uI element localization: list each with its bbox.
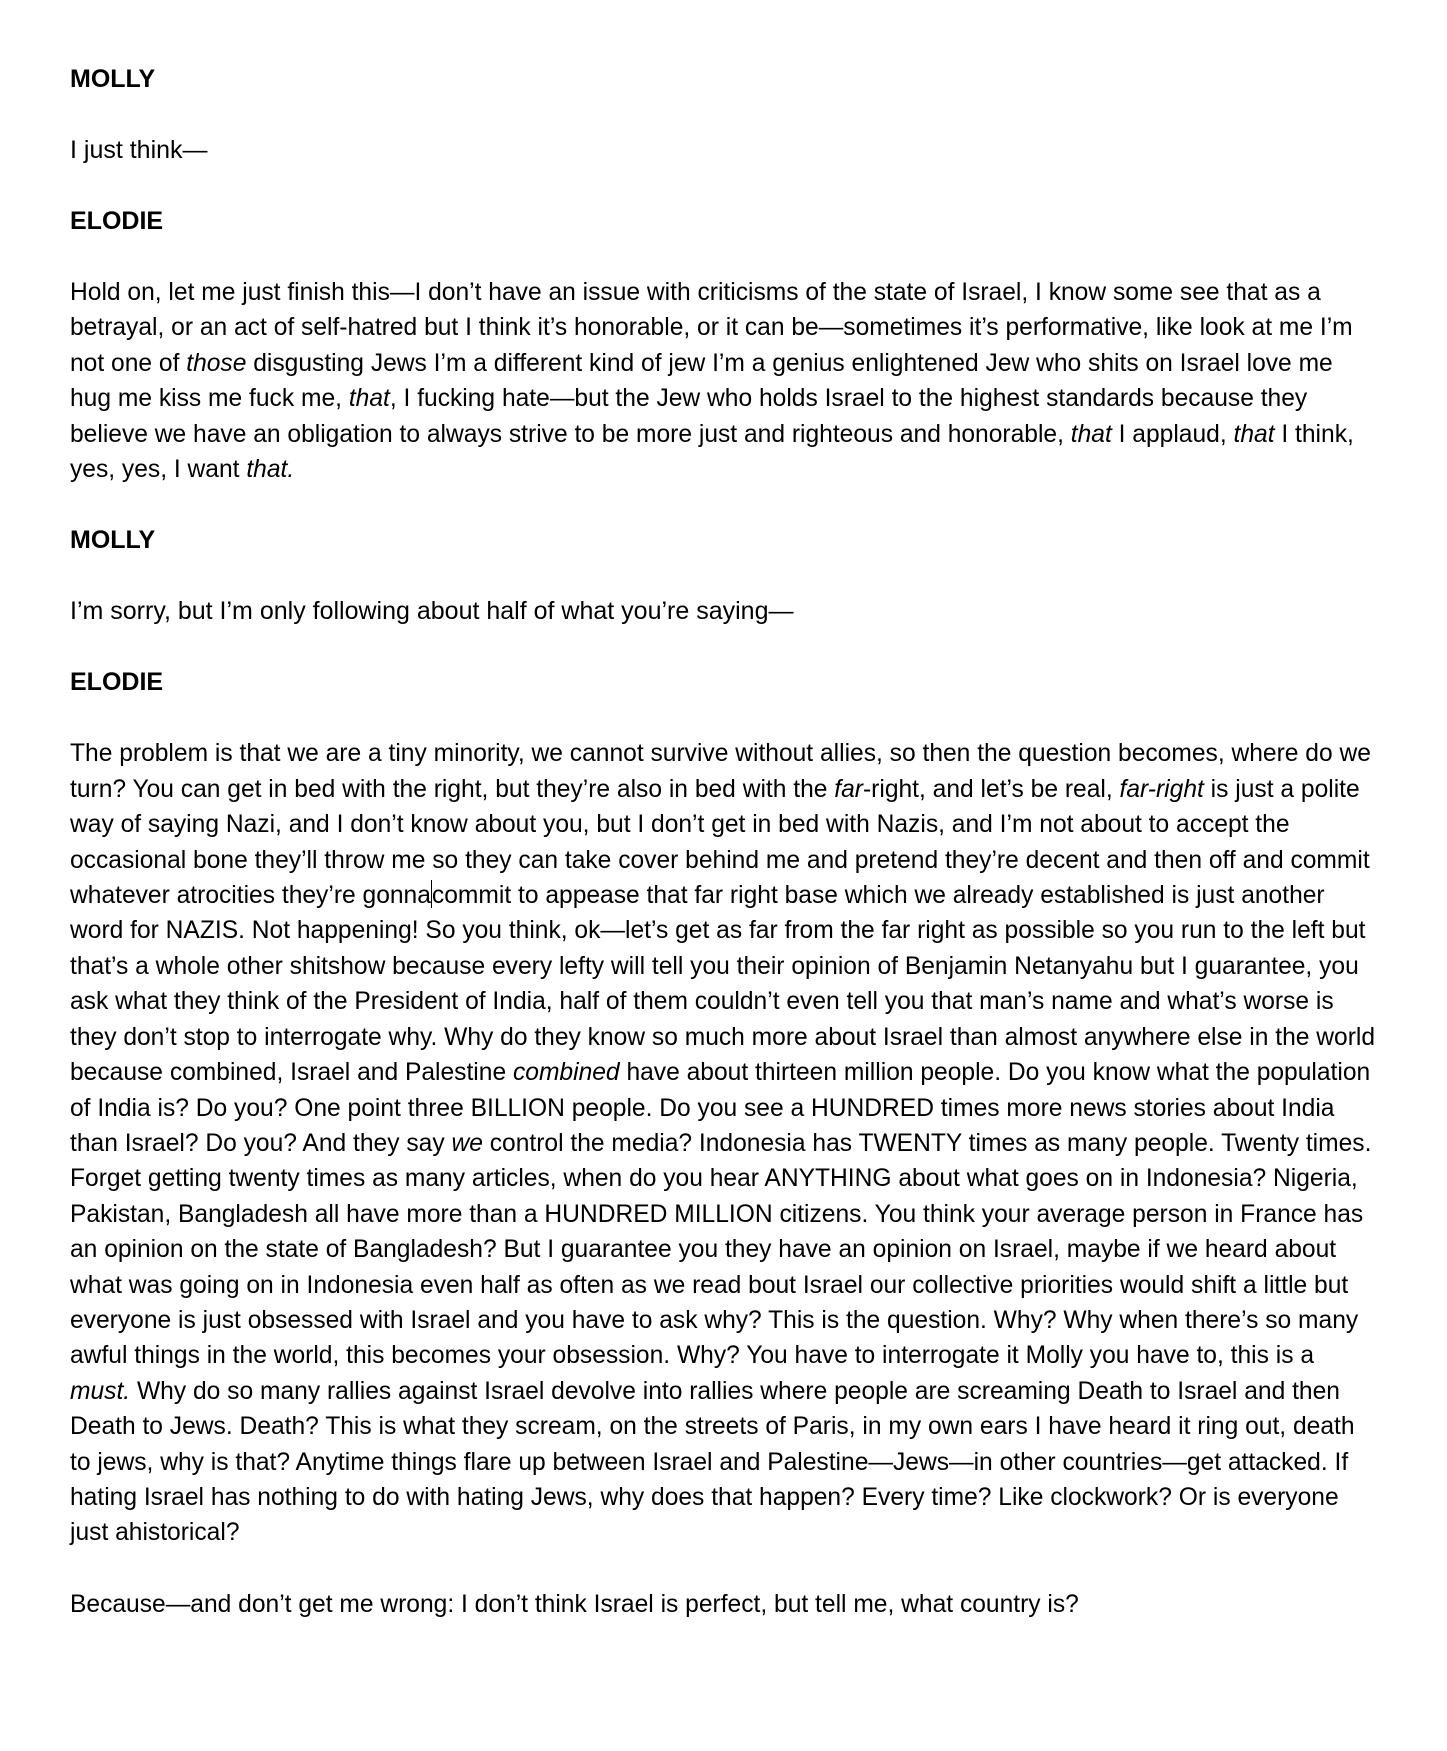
italic-text: that bbox=[1070, 420, 1112, 448]
dialogue-line: I’m sorry, but I’m only following about half of what you’re saying— bbox=[70, 597, 794, 626]
text-run: I applaud, bbox=[1111, 420, 1234, 448]
text-run: commit to appease that far right base which we already established is just another word for NAZIS. Not happening! So you think, ok—let’s get as far from the far right as possible so you run to the left but that’s a whole other shitshow because every lefty will tell you their opinion of Benjamin Netanyahu but I guarantee, you ask what they think of the President of India, half of them couldn’t even tell you that man’s name and what’s worse is they don’t stop to interrogate why. Why do they know so much more about Israel than almost anywhere else in the world because combined, Israel and Palestine bbox=[70, 882, 1376, 1087]
italic-text: far bbox=[834, 775, 863, 803]
speaker-name: MOLLY bbox=[70, 65, 156, 93]
italic-text: that. bbox=[246, 456, 295, 484]
text-run: control the media? Indonesia has TWENTY times as many people. Twenty times. Forget getting twenty times as many articles, when do you hear ANYTHING about what goes on in Indonesia? Nigeria, Pakistan, Bangladesh all have more than a HUNDRED MILLION citizens. You think your average person in France has an opinion on the state of Bangladesh? But I guarantee you they have an opinion on Israel, maybe if we heard about what was going on in Indonesia even half as often as we read bout Israel our collective priorities would shift a little but everyone is just obsessed with Israel and you have to ask why? This is the question. Why? Why when there’s so many awful things in the world, this becomes your obsession. Why? You have to interrogate it Molly you have to, this is a bbox=[70, 1129, 1372, 1370]
italic-text: we bbox=[451, 1129, 483, 1157]
dialogue-paragraph[interactable] bbox=[70, 736, 1380, 1550]
speaker-name: ELODIE bbox=[70, 668, 164, 697]
speaker-name: MOLLY bbox=[70, 526, 156, 555]
italic-text: that bbox=[1233, 420, 1275, 448]
text-run: The problem is that we are a tiny minority, we cannot survive without allies, so then the question becomes, where do we turn? You can get in bed with the right, but they’re also in bed with the bbox=[70, 740, 1371, 803]
text-run: -right, and let’s be real, bbox=[862, 775, 1120, 803]
dialogue-line: Because—and don’t get me wrong: I don’t think Israel is perfect, but tell me, what country is? bbox=[70, 1590, 1079, 1618]
dialogue-line: I just think— bbox=[70, 136, 208, 164]
text-run: Why do so many rallies against Israel devolve into rallies where people are screaming Death to Israel and then Death to Jews. Death? This is what they scream, on the streets of Paris, in my own ears I have heard it ring out, death to jews, why is that? Anytime things flare up between Israel and Palestine—Jews—in other countries—get attacked. If hating Israel has nothing to do with hating Jews, why does that happen? Every time? Like clockwork? Or is everyone just ahistorical? bbox=[70, 1377, 1355, 1547]
italic-text: those bbox=[186, 349, 247, 377]
dialogue-paragraph bbox=[70, 275, 1380, 487]
text-run: is just a polite way of saying Nazi, and I don’t know about you, but I don’t get in bed with Nazis, and I’m not about to accept the occasional bone they’ll throw me so they can take cover behind me and pretend they’re decent and then off and commit whatever atrocities they’re gonna bbox=[70, 775, 1370, 910]
text-run: I think, yes, yes, I want bbox=[70, 420, 1354, 484]
text-run: , I fucking hate—but the Jew who holds Israel to the highest standards because they believe we have an obligation to always strive to be more just and righteous and honorable, bbox=[70, 385, 1308, 448]
italic-text: that bbox=[348, 385, 390, 413]
italic-text: far-right bbox=[1119, 775, 1204, 803]
text-run: have about thirteen million people. Do you know what the population of India is? Do you? One point three BILLION people. Do you see a HUNDRED times more news stories about India than Israel? Do you? And they say bbox=[70, 1059, 1371, 1157]
text-run: disgusting Jews I’m a different kind of jew I’m a genius enlightened Jew who shits on Israel love me hug me kiss me fuck me, bbox=[70, 349, 1333, 413]
italic-text: combined bbox=[512, 1059, 620, 1087]
document-page bbox=[70, 62, 1380, 1622]
speaker-name: ELODIE bbox=[70, 207, 164, 235]
italic-text: must. bbox=[70, 1377, 131, 1405]
text-run: Hold on, let me just finish this—I don’t have an issue with criticisms of the state of Israel, I know some see that as a betrayal, or an act of self-hatred but I think it’s honorable, or it can be—sometimes it’s performative, like look at me I’m not one of bbox=[70, 279, 1353, 377]
